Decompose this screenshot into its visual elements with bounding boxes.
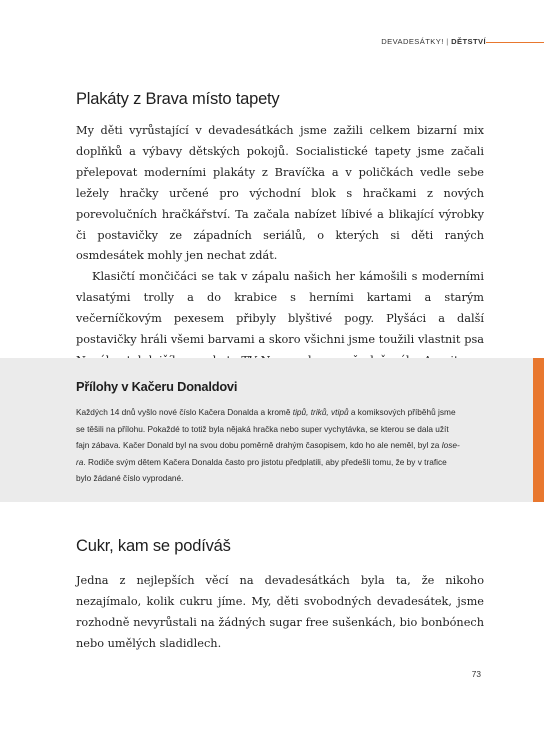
sidebar-title: Přílohy v Kačeru Donaldovi [76,379,238,394]
sidebar-text-line: ra. Rodiče svým dětem Kačera Donalda často pro jistotu předplatili, aby předešli tomu, že by v trafice [76,456,447,467]
article-2-body [76,571,484,655]
sidebar-text-line: se těšili na přílohu. Pokaždé to totiž byla nějaká hračka nebo super vychytávka, se kterou se dala užít [76,423,449,434]
sidebar-italic-text: lose- [441,440,460,450]
article-2-paragraph-1: Jedna z nejlepších věcí na devadesátkách byla ta, že nikoho nezajímalo, kolik cukru jíme. My, děti svobodných devadesátek, jsme rozhodně nevyrůstali na žádných sugar free sušenkách, bio bonbónech nebo umělých sladidlech. [76,574,484,650]
sidebar-text-line: Každých 14 dnů vyšlo nové číslo Kačera Donalda a kromě tipů, triků, vtipů a komiksových příběhů jsme [76,407,456,417]
running-head-separator: | [446,37,449,46]
sidebar-italic-text: tipů, triků, vtipů [292,407,349,417]
sidebar-text-line: bylo žádané číslo vyprodané. [76,473,184,483]
sidebar-text-line: fajn zábava. Kačer Donald byl na svou dobu poměrně drahým časopisem, kdo ho ale neměl, byl za lose- [76,440,460,450]
article-2-title: Cukr, kam se podíváš [76,537,231,555]
running-head-section: DĚTSTVÍ [451,37,486,46]
article-1-body [76,121,484,372]
sidebar-accent-bar [533,358,544,502]
sidebar-italic-text: ra [76,456,84,467]
article-1-paragraph-1: My děti vyrůstající v devadesátkách jsme zažili celkem bizarní mix doplňků a výbavy dětských pokojů. Socialistické tapety jsme začali přelepovat moderními plakáty z Bravíčka a v poličkách vedle sebe ležely hračky určené pro východní blok s hračkami z nových porevolučních hračkářství. Ta začala nabízet líbivé a blikající výrobky či postavičky ze západních seriálů, o kterých si děti raných osmdesátek mohly jen nechat zdát. [76,124,484,263]
article-1-title: Plakáty z Brava místo tapety [76,90,280,108]
page-number: 73 [471,669,481,679]
header-accent-rule [486,42,544,43]
running-head-book: DEVADESÁTKY! [381,37,444,46]
sidebar-text [76,404,486,487]
article-1-paragraph-2: Klasičtí mončičáci se tak v zápalu našich her kámošili s moderními vlasatými trolly a do krabice s herními kartami a starým večerníčkovým pexesem přibyly blyštivé pogy. Plyšáci a další postavičky hráli všemi barvami a skoro všichni jsme toužili vlastnit psa [76,270,484,347]
running-head [381,37,486,46]
